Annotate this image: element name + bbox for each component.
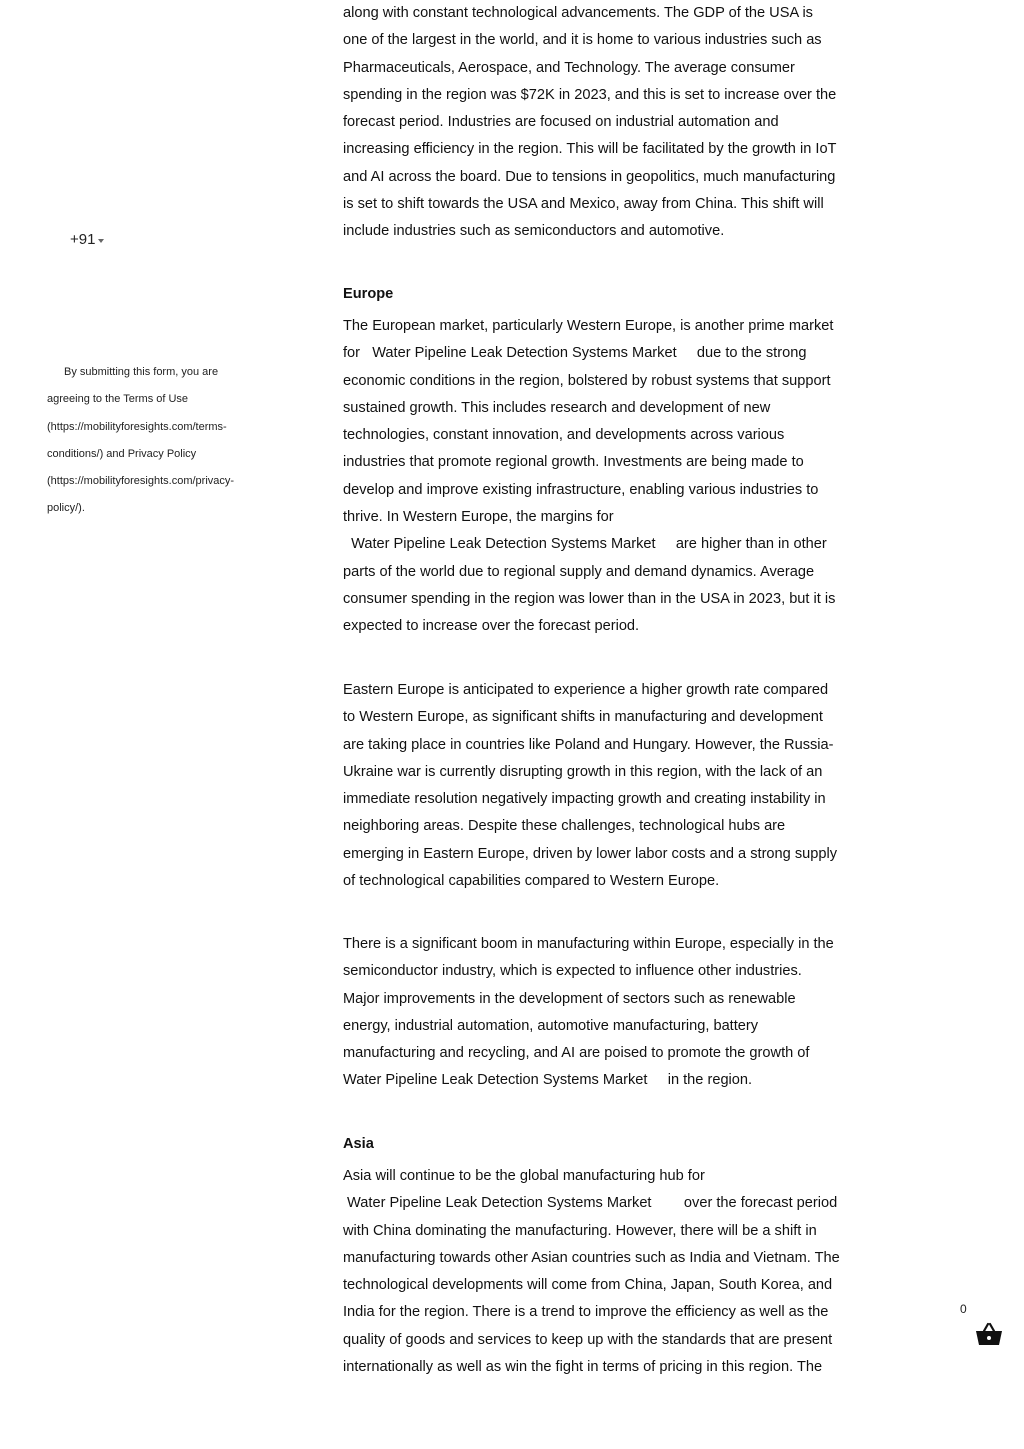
- asia-p-text-b: over the forecast period with China dominating the manufacturing. However, there will be a shift in manufacturing towards other Asian countries such as India and Vietnam. The technological developments will come from China, Japan, South Korea, and India for the region. There is a trend to improve the efficiency as well as the quality of goods and services to keep up with the standards that are present internationally as well as win the fight in terms of pricing in this region. The: [343, 1195, 840, 1376]
- asia-heading: Asia: [343, 1136, 374, 1152]
- market-name: Water Pipeline Leak Detection Systems Market: [343, 1195, 680, 1212]
- europe-heading: Europe: [343, 286, 394, 302]
- asia-p-text-a: Asia will continue to be the global manufacturing hub for: [343, 1168, 705, 1184]
- caret-down-icon: [98, 239, 104, 243]
- phone-country-code: +91: [70, 231, 96, 248]
- market-name: Water Pipeline Leak Detection Systems Market: [364, 345, 693, 362]
- usa-paragraph: along with constant technological advancements. The GDP of the USA is one of the largest in the world, and it is home to various industries such as Pharmaceuticals, Aerospace, and Technology. The average consumer spending in the region was $72K in 2023, and this is set to increase over the forecast period. Industries are focused on industrial automation and increasing efficiency in the region. This will be facilitated by the growth in IoT and AI across the board. Due to tensions in geopolitics, much manufacturing is set to shift towards the USA and Mexico, away from China. This shift will include industries such as semiconductors and automotive.: [343, 5, 837, 240]
- phone-country-code-select[interactable]: [70, 231, 104, 248]
- europe-p3-text-b: in the region.: [663, 1072, 753, 1089]
- europe-p1-text-c: are higher than in other parts of the world due to regional supply and demand dynamics. Average consumer spending in the region was lower than in the USA in 2023, but it is expected to increase over the forecast period.: [343, 536, 836, 635]
- basket-icon[interactable]: [975, 1322, 1003, 1351]
- europe-p3-text-a: There is a significant boom in manufacturing within Europe, especially in the semiconductor industry, which is expected to influence other industries. Major improvements in the development of sectors such as renewable energy, industrial automation, automotive manufacturing, battery manufacturing and recycling, and AI are poised to promote the growth of: [343, 936, 834, 1062]
- cart-count: 0: [960, 1302, 967, 1316]
- form-consent-text: By submitting this form, you are agreeing to the Terms of Use (https://mobilityforesights.com/terms-conditions/) and Privacy Policy (https://mobilityforesights.com/privacy-policy/).: [47, 366, 235, 515]
- europe-paragraph-1: [343, 313, 841, 641]
- europe-p1-text-b: due to the strong economic conditions in the region, bolstered by robust systems that support sustained growth. This includes research and development of new technologies, constant innovation, and developments across various industries that promote regional growth. Investments are being made to develop and improve existing infrastructure, enabling various industries to thrive. In Western Europe, the margins for: [343, 345, 831, 526]
- market-name: Water Pipeline Leak Detection Systems Market: [343, 1072, 664, 1089]
- europe-paragraph-2: Eastern Europe is anticipated to experience a higher growth rate compared to Western Europe, as significant shifts in manufacturing and development are taking place in countries like Poland and Hungary. However, the Russia-Ukraine war is currently disrupting growth in this region, with the lack of an immediate resolution negatively impacting growth and creating instability in neighboring areas. Despite these challenges, technological hubs are emerging in Eastern Europe, driven by lower labor costs and a strong supply of technological capabilities compared to Western Europe.: [343, 682, 838, 890]
- asia-paragraph: [343, 1163, 841, 1381]
- europe-paragraph-3: [343, 931, 841, 1095]
- market-name: Water Pipeline Leak Detection Systems Market: [343, 536, 672, 553]
- europe-p1-text-a: The European market, particularly Western Europe, is another prime market for: [343, 318, 834, 362]
